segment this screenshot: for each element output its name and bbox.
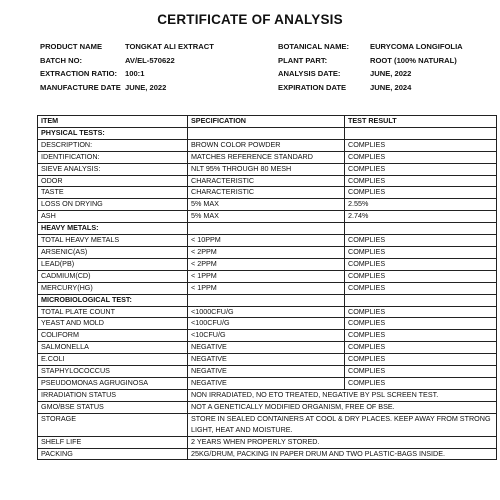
note-cell: NOT A GENETICALLY MODIFIED ORGANISM, FREE OF BSE. <box>188 401 497 413</box>
item-cell: PSEUDOMONAS AGRUGINOSA <box>38 377 188 389</box>
info-value: EURYCOMA LONGIFOLIA <box>370 42 463 51</box>
empty-cell <box>188 294 345 306</box>
table-row <box>38 366 497 378</box>
empty-cell <box>345 223 497 235</box>
document-title: CERTIFICATE OF ANALYSIS <box>157 12 343 27</box>
section-row-heavy-metals <box>38 223 497 235</box>
result-cell: 2.74% <box>345 211 497 223</box>
table-row <box>38 330 497 342</box>
item-cell: CADMIUM(CD) <box>38 270 188 282</box>
item-cell: TOTAL HEAVY METALS <box>38 235 188 247</box>
info-label: ANALYSIS DATE: <box>278 69 341 78</box>
column-header-item: ITEM <box>38 116 188 128</box>
table-row <box>38 306 497 318</box>
item-cell: STORAGE <box>38 413 188 436</box>
result-cell: COMPLIES <box>345 366 497 378</box>
table-row <box>38 377 497 389</box>
item-cell: IDENTIFICATION: <box>38 151 188 163</box>
empty-cell <box>345 294 497 306</box>
result-cell: COMPLIES <box>345 306 497 318</box>
info-label: BATCH NO: <box>40 55 83 65</box>
specification-cell: CHARACTERISTIC <box>188 175 345 187</box>
result-cell: COMPLIES <box>345 377 497 389</box>
specification-cell: 5% MAX <box>188 199 345 211</box>
item-cell: LEAD(PB) <box>38 258 188 270</box>
result-cell: COMPLIES <box>345 235 497 247</box>
result-cell: COMPLIES <box>345 270 497 282</box>
info-row <box>40 54 488 68</box>
specification-cell: NEGATIVE <box>188 342 345 354</box>
result-cell: COMPLIES <box>345 151 497 163</box>
specification-cell: < 10PPM <box>188 235 345 247</box>
analysis-table-body <box>38 127 497 460</box>
result-cell: COMPLIES <box>345 318 497 330</box>
item-cell: ASH <box>38 211 188 223</box>
table-row <box>38 270 497 282</box>
result-cell: COMPLIES <box>345 330 497 342</box>
table-row <box>38 258 497 270</box>
item-cell: TOTAL PLATE COUNT <box>38 306 188 318</box>
specification-cell: < 1PPM <box>188 282 345 294</box>
item-cell: STAPHYLOCOCCUS <box>38 366 188 378</box>
info-row <box>40 67 488 81</box>
item-cell: YEAST AND MOLD <box>38 318 188 330</box>
item-cell: SIEVE ANALYSIS: <box>38 163 188 175</box>
note-cell: NON IRRADIATED, NO ETO TREATED, NEGATIVE BY PSL SCREEN TEST. <box>188 389 497 401</box>
result-cell: COMPLIES <box>345 163 497 175</box>
item-cell: DESCRIPTION: <box>38 139 188 151</box>
result-cell: COMPLIES <box>345 342 497 354</box>
specification-cell: <10CFU/G <box>188 330 345 342</box>
info-label: EXTRACTION RATIO: <box>40 69 118 78</box>
table-row <box>38 139 497 151</box>
table-row <box>38 151 497 163</box>
table-row <box>38 354 497 366</box>
empty-cell <box>345 127 497 139</box>
result-cell: COMPLIES <box>345 282 497 294</box>
info-value: JUNE, 2022 <box>125 82 167 92</box>
section-title: PHYSICAL TESTS: <box>38 127 188 139</box>
info-value: JUNE, 2022 <box>370 69 412 78</box>
empty-cell <box>188 223 345 235</box>
specification-cell: NEGATIVE <box>188 377 345 389</box>
info-label: EXPIRATION DATE <box>278 82 347 92</box>
note-cell: STORE IN SEALED CONTAINERS AT COOL & DRY PLACES. KEEP AWAY FROM STRONG LIGHT, HEAT AND MOISTURE. <box>188 413 497 436</box>
result-cell: COMPLIES <box>345 187 497 199</box>
table-row <box>38 163 497 175</box>
table-row <box>38 342 497 354</box>
item-cell: IRRADIATION STATUS <box>38 389 188 401</box>
result-cell: COMPLIES <box>345 175 497 187</box>
specification-cell: < 2PPM <box>188 246 345 258</box>
table-row <box>38 199 497 211</box>
specification-cell: NEGATIVE <box>188 354 345 366</box>
item-cell: SALMONELLA <box>38 342 188 354</box>
section-title: MICROBIOLOGICAL TEST: <box>38 294 188 306</box>
info-row <box>40 40 488 54</box>
table-row <box>38 389 497 401</box>
product-info <box>40 40 488 94</box>
specification-cell: <1000CFU/G <box>188 306 345 318</box>
table-row <box>38 436 497 448</box>
section-row-physical <box>38 127 497 139</box>
item-cell: E.COLI <box>38 354 188 366</box>
specification-cell: 5% MAX <box>188 211 345 223</box>
info-value: 100:1 <box>125 69 145 78</box>
info-label: MANUFACTURE DATE <box>40 82 121 92</box>
table-row <box>38 175 497 187</box>
table-row <box>38 246 497 258</box>
item-cell: ODOR <box>38 175 188 187</box>
analysis-table <box>37 115 497 460</box>
table-row <box>38 448 497 460</box>
item-cell: MERCURY(HG) <box>38 282 188 294</box>
table-row <box>38 235 497 247</box>
info-value: ROOT (100% NATURAL) <box>370 55 457 65</box>
specification-cell: BROWN COLOR POWDER <box>188 139 345 151</box>
result-cell: COMPLIES <box>345 139 497 151</box>
empty-cell <box>188 127 345 139</box>
section-title: HEAVY METALS: <box>38 223 188 235</box>
item-cell: LOSS ON DRYING <box>38 199 188 211</box>
section-row-microbiological <box>38 294 497 306</box>
result-cell: COMPLIES <box>345 354 497 366</box>
table-row <box>38 282 497 294</box>
result-cell: COMPLIES <box>345 258 497 270</box>
specification-cell: < 1PPM <box>188 270 345 282</box>
item-cell: PACKING <box>38 448 188 460</box>
table-row <box>38 401 497 413</box>
item-cell: COLIFORM <box>38 330 188 342</box>
item-cell: SHELF LIFE <box>38 436 188 448</box>
table-header-row <box>38 116 497 128</box>
specification-cell: CHARACTERISTIC <box>188 187 345 199</box>
table-row <box>38 413 497 436</box>
result-cell: 2.55% <box>345 199 497 211</box>
table-row <box>38 318 497 330</box>
item-cell: ARSENIC(AS) <box>38 246 188 258</box>
item-cell: GMO/BSE STATUS <box>38 401 188 413</box>
specification-cell: < 2PPM <box>188 258 345 270</box>
note-cell: 25KG/DRUM, PACKING IN PAPER DRUM AND TWO PLASTIC-BAGS INSIDE. <box>188 448 497 460</box>
column-header-specification: SPECIFICATION <box>188 116 345 128</box>
table-row <box>38 211 497 223</box>
specification-cell: MATCHES REFERENCE STANDARD <box>188 151 345 163</box>
specification-cell: NEGATIVE <box>188 366 345 378</box>
column-header-test-result: TEST RESULT <box>345 116 497 128</box>
note-cell: 2 YEARS WHEN PROPERLY STORED. <box>188 436 497 448</box>
specification-cell: <100CFU/G <box>188 318 345 330</box>
table-row <box>38 187 497 199</box>
info-value: JUNE, 2024 <box>370 82 412 92</box>
info-label: BOTANICAL NAME: <box>278 42 350 51</box>
info-label: PRODUCT NAME <box>40 42 103 51</box>
specification-cell: NLT 95% THROUGH 80 MESH <box>188 163 345 175</box>
info-value: AV/EL-570622 <box>125 55 175 65</box>
info-label: PLANT PART: <box>278 55 328 65</box>
info-row <box>40 81 488 95</box>
result-cell: COMPLIES <box>345 246 497 258</box>
info-value: TONGKAT ALI EXTRACT <box>125 42 214 51</box>
item-cell: TASTE <box>38 187 188 199</box>
